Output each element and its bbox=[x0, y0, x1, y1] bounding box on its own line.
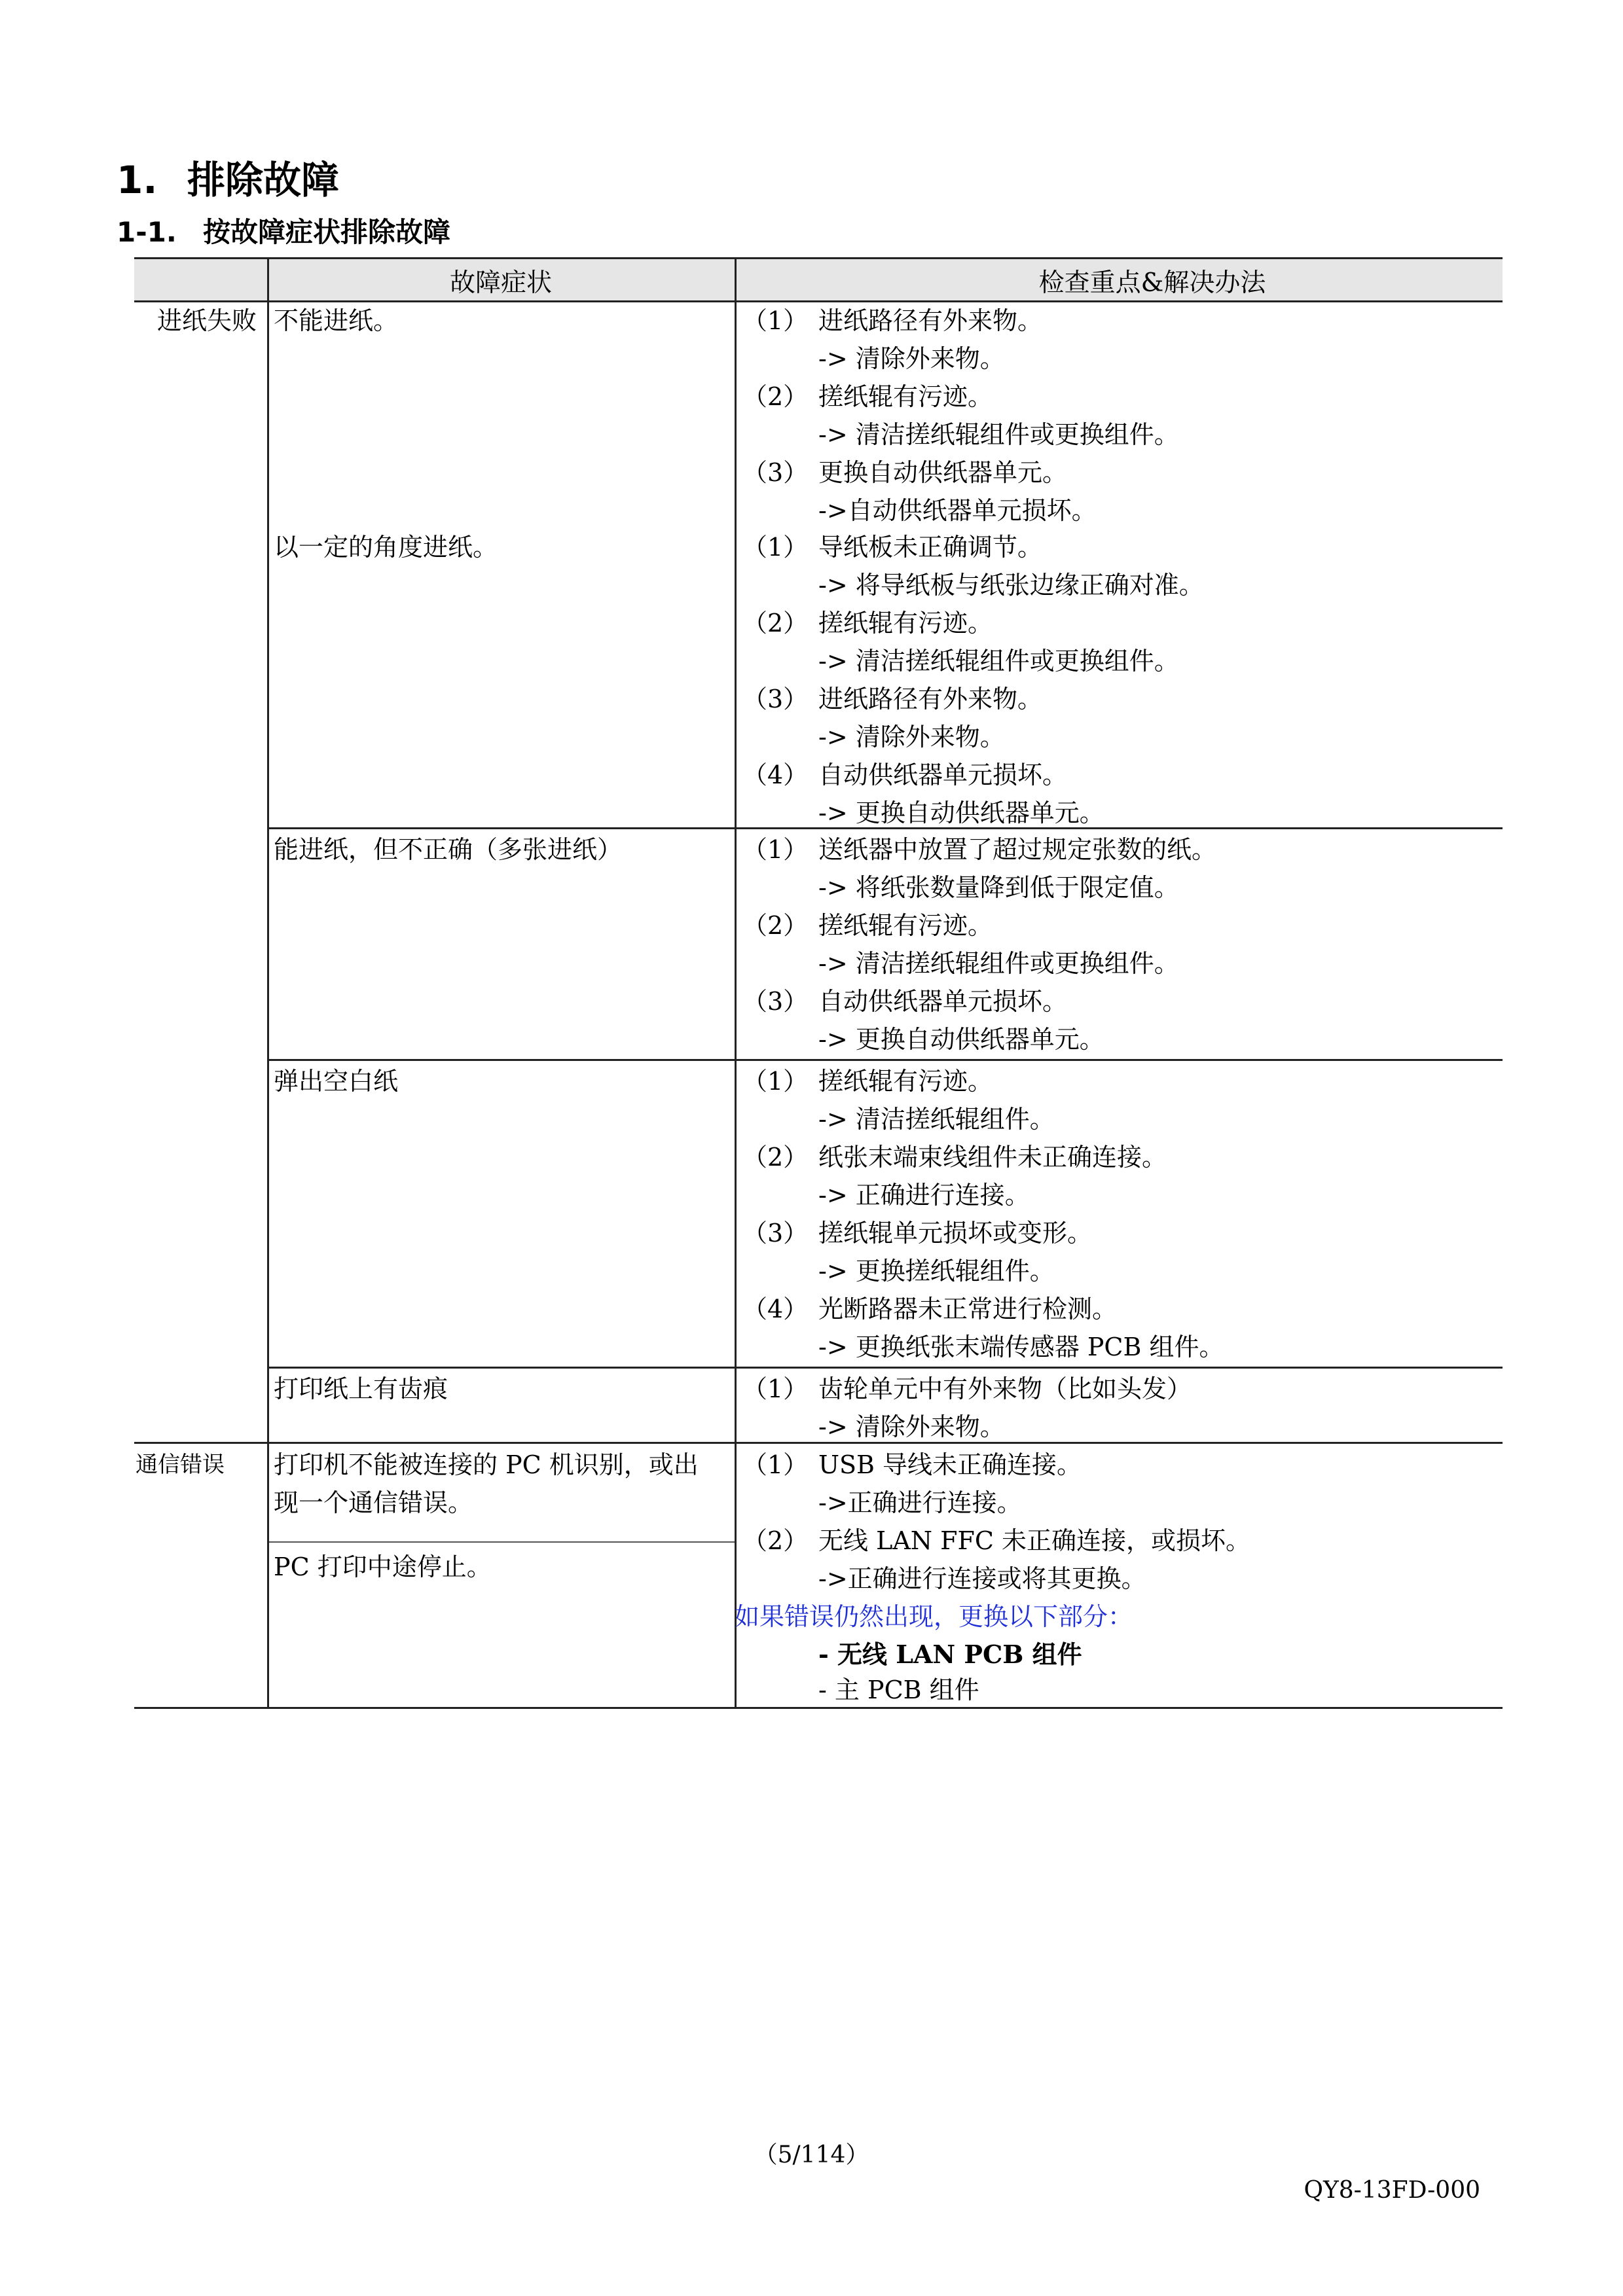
step-text: -> 更换搓纸辊组件。 bbox=[818, 1257, 1055, 1285]
section-number: 1. bbox=[117, 158, 158, 202]
solution-line bbox=[742, 566, 1204, 604]
step-text: -> 清除外来物。 bbox=[818, 1412, 1005, 1441]
solution-line bbox=[742, 378, 1179, 416]
step-text: ->正确进行连接。 bbox=[818, 1488, 1022, 1517]
section-heading bbox=[117, 149, 339, 204]
subsection-title: 按故障症状排除故障 bbox=[203, 216, 451, 248]
solution-block bbox=[742, 1446, 1250, 1598]
solution-line bbox=[742, 794, 1204, 832]
column-divider bbox=[267, 257, 269, 1709]
step-text: 自动供纸器单元损坏。 bbox=[818, 761, 1068, 789]
solution-line bbox=[742, 944, 1216, 982]
solution-line bbox=[742, 1290, 1224, 1328]
step-index: （1） bbox=[742, 1450, 809, 1479]
step-index: （3） bbox=[742, 1219, 809, 1247]
step-text: 导纸板未正确调节。 bbox=[818, 533, 1043, 562]
solution-line bbox=[742, 1484, 1250, 1522]
step-text: -> 正确进行连接。 bbox=[818, 1181, 1030, 1210]
solution-line bbox=[742, 680, 1204, 718]
replace-part: - 主 PCB 组件 bbox=[818, 1676, 979, 1704]
document-code: QY8-13FD-000 bbox=[1304, 2177, 1480, 2204]
solution-line bbox=[742, 869, 1216, 906]
step-index: （2） bbox=[742, 382, 809, 411]
solution-block bbox=[742, 302, 1179, 529]
solution-line bbox=[742, 416, 1179, 454]
solution-line bbox=[742, 718, 1204, 756]
step-text: USB 导线未正确连接。 bbox=[818, 1450, 1082, 1479]
solution-line bbox=[742, 1446, 1250, 1484]
solution-line bbox=[742, 604, 1204, 642]
solution-line bbox=[742, 1176, 1224, 1214]
category-feed: 进纸失败 bbox=[157, 306, 257, 335]
solution-line bbox=[742, 1100, 1224, 1138]
step-text: 无线 LAN FFC 未正确连接，或损坏。 bbox=[818, 1526, 1250, 1555]
subsection-number: 1-1. bbox=[117, 216, 177, 248]
replace-part: - 无线 LAN PCB 组件 bbox=[818, 1640, 1082, 1669]
step-text: -> 清洁搓纸辊组件。 bbox=[818, 1105, 1055, 1134]
step-text: 搓纸辊有污迹。 bbox=[818, 382, 993, 411]
solution-line bbox=[742, 340, 1179, 378]
step-text: -> 更换自动供纸器单元。 bbox=[818, 798, 1104, 827]
step-index: （1） bbox=[742, 1374, 809, 1403]
section-title: 排除故障 bbox=[187, 158, 340, 202]
step-index: （3） bbox=[742, 685, 809, 713]
step-text: -> 更换纸张末端传感器 PCB 组件。 bbox=[818, 1333, 1224, 1361]
solution-line bbox=[742, 454, 1179, 492]
solution-line bbox=[742, 1560, 1250, 1598]
solution-block bbox=[742, 528, 1204, 832]
solution-block bbox=[742, 831, 1216, 1058]
solution-line bbox=[742, 831, 1216, 869]
step-text: 搓纸辊有污迹。 bbox=[818, 609, 993, 637]
step-index: （4） bbox=[742, 761, 809, 789]
step-text: 搓纸辊有污迹。 bbox=[818, 1067, 993, 1096]
solution-line bbox=[742, 492, 1179, 529]
step-text: 进纸路径有外来物。 bbox=[818, 685, 1043, 713]
solution-line bbox=[742, 906, 1216, 944]
step-text: -> 将纸张数量降到低于限定值。 bbox=[818, 873, 1179, 902]
solution-line bbox=[742, 642, 1204, 680]
step-text: 齿轮单元中有外来物（比如头发） bbox=[818, 1374, 1192, 1403]
step-text: 更换自动供纸器单元。 bbox=[818, 458, 1068, 487]
step-index: （2） bbox=[742, 609, 809, 637]
troubleshooting-table bbox=[134, 257, 1503, 1709]
row-divider bbox=[268, 1367, 1503, 1369]
step-index: （3） bbox=[742, 458, 809, 487]
solution-block bbox=[742, 1062, 1224, 1366]
solution-line bbox=[742, 1522, 1250, 1560]
step-text: ->正确进行连接或将其更换。 bbox=[818, 1564, 1146, 1593]
step-text: 送纸器中放置了超过规定张数的纸。 bbox=[818, 835, 1217, 864]
symptom-cell: 能进纸，但不正确（多张进纸） bbox=[274, 835, 623, 864]
symptom-cell: 弹出空白纸 bbox=[274, 1067, 399, 1096]
symptom-cell: 打印机不能被连接的 PC 机识别，或出 bbox=[274, 1450, 699, 1479]
page-number: （5/114） bbox=[754, 2142, 869, 2168]
solution-line bbox=[742, 1370, 1192, 1408]
step-index: （1） bbox=[742, 1067, 809, 1096]
solution-line bbox=[742, 1138, 1224, 1176]
solution-block bbox=[742, 1370, 1192, 1446]
step-text: -> 清除外来物。 bbox=[818, 344, 1005, 373]
symptom-cell: 打印纸上有齿痕 bbox=[274, 1374, 448, 1403]
subsection-heading bbox=[117, 211, 450, 250]
step-index: （3） bbox=[742, 987, 809, 1016]
step-index: （1） bbox=[742, 306, 809, 335]
step-index: （2） bbox=[742, 911, 809, 940]
column-divider bbox=[735, 257, 737, 1709]
solution-line bbox=[742, 1328, 1224, 1366]
step-text: 搓纸辊单元损坏或变形。 bbox=[818, 1219, 1093, 1247]
step-index: （2） bbox=[742, 1143, 809, 1172]
solution-line bbox=[742, 302, 1179, 340]
header-solution: 检查重点&解决办法 bbox=[1038, 268, 1266, 298]
step-text: 纸张末端束线组件未正确连接。 bbox=[818, 1143, 1167, 1172]
step-text: -> 清洁搓纸辊组件或更换组件。 bbox=[818, 420, 1179, 449]
step-index: （1） bbox=[742, 835, 809, 864]
symptom-cell: 不能进纸。 bbox=[274, 306, 399, 335]
step-text: 搓纸辊有污迹。 bbox=[818, 911, 993, 940]
category-comm: 通信错误 bbox=[136, 1452, 225, 1478]
table-top-border bbox=[134, 257, 1503, 259]
step-text: 光断路器未正常进行检测。 bbox=[818, 1295, 1118, 1323]
step-text: -> 更换自动供纸器单元。 bbox=[818, 1025, 1104, 1054]
step-text: ->自动供纸器单元损坏。 bbox=[818, 496, 1097, 525]
step-text: -> 将导纸板与纸张边缘正确对准。 bbox=[818, 571, 1204, 600]
comm-symptom-divider bbox=[268, 1541, 735, 1543]
row-divider bbox=[268, 1059, 1503, 1061]
step-text: 进纸路径有外来物。 bbox=[818, 306, 1043, 335]
symptom-cell: PC 打印中途停止。 bbox=[274, 1552, 492, 1581]
replace-note: 如果错误仍然出现，更换以下部分： bbox=[735, 1602, 1133, 1631]
solution-line bbox=[742, 1062, 1224, 1100]
solution-line bbox=[742, 1214, 1224, 1252]
step-text: -> 清洁搓纸辊组件或更换组件。 bbox=[818, 647, 1179, 675]
step-index: （2） bbox=[742, 1526, 809, 1555]
step-index: （4） bbox=[742, 1295, 809, 1323]
solution-line bbox=[742, 528, 1204, 566]
solution-line bbox=[742, 756, 1204, 794]
symptom-cell: 以一定的角度进纸。 bbox=[274, 533, 498, 562]
solution-line bbox=[742, 1020, 1216, 1058]
header-symptom: 故障症状 bbox=[449, 268, 552, 298]
solution-line bbox=[742, 982, 1216, 1020]
solution-line bbox=[742, 1252, 1224, 1290]
step-text: 自动供纸器单元损坏。 bbox=[818, 987, 1068, 1016]
step-text: -> 清除外来物。 bbox=[818, 723, 1005, 751]
step-index: （1） bbox=[742, 533, 809, 562]
step-text: -> 清洁搓纸辊组件或更换组件。 bbox=[818, 949, 1179, 978]
solution-line bbox=[742, 1408, 1192, 1446]
symptom-cell: 现一个通信错误。 bbox=[274, 1488, 473, 1517]
